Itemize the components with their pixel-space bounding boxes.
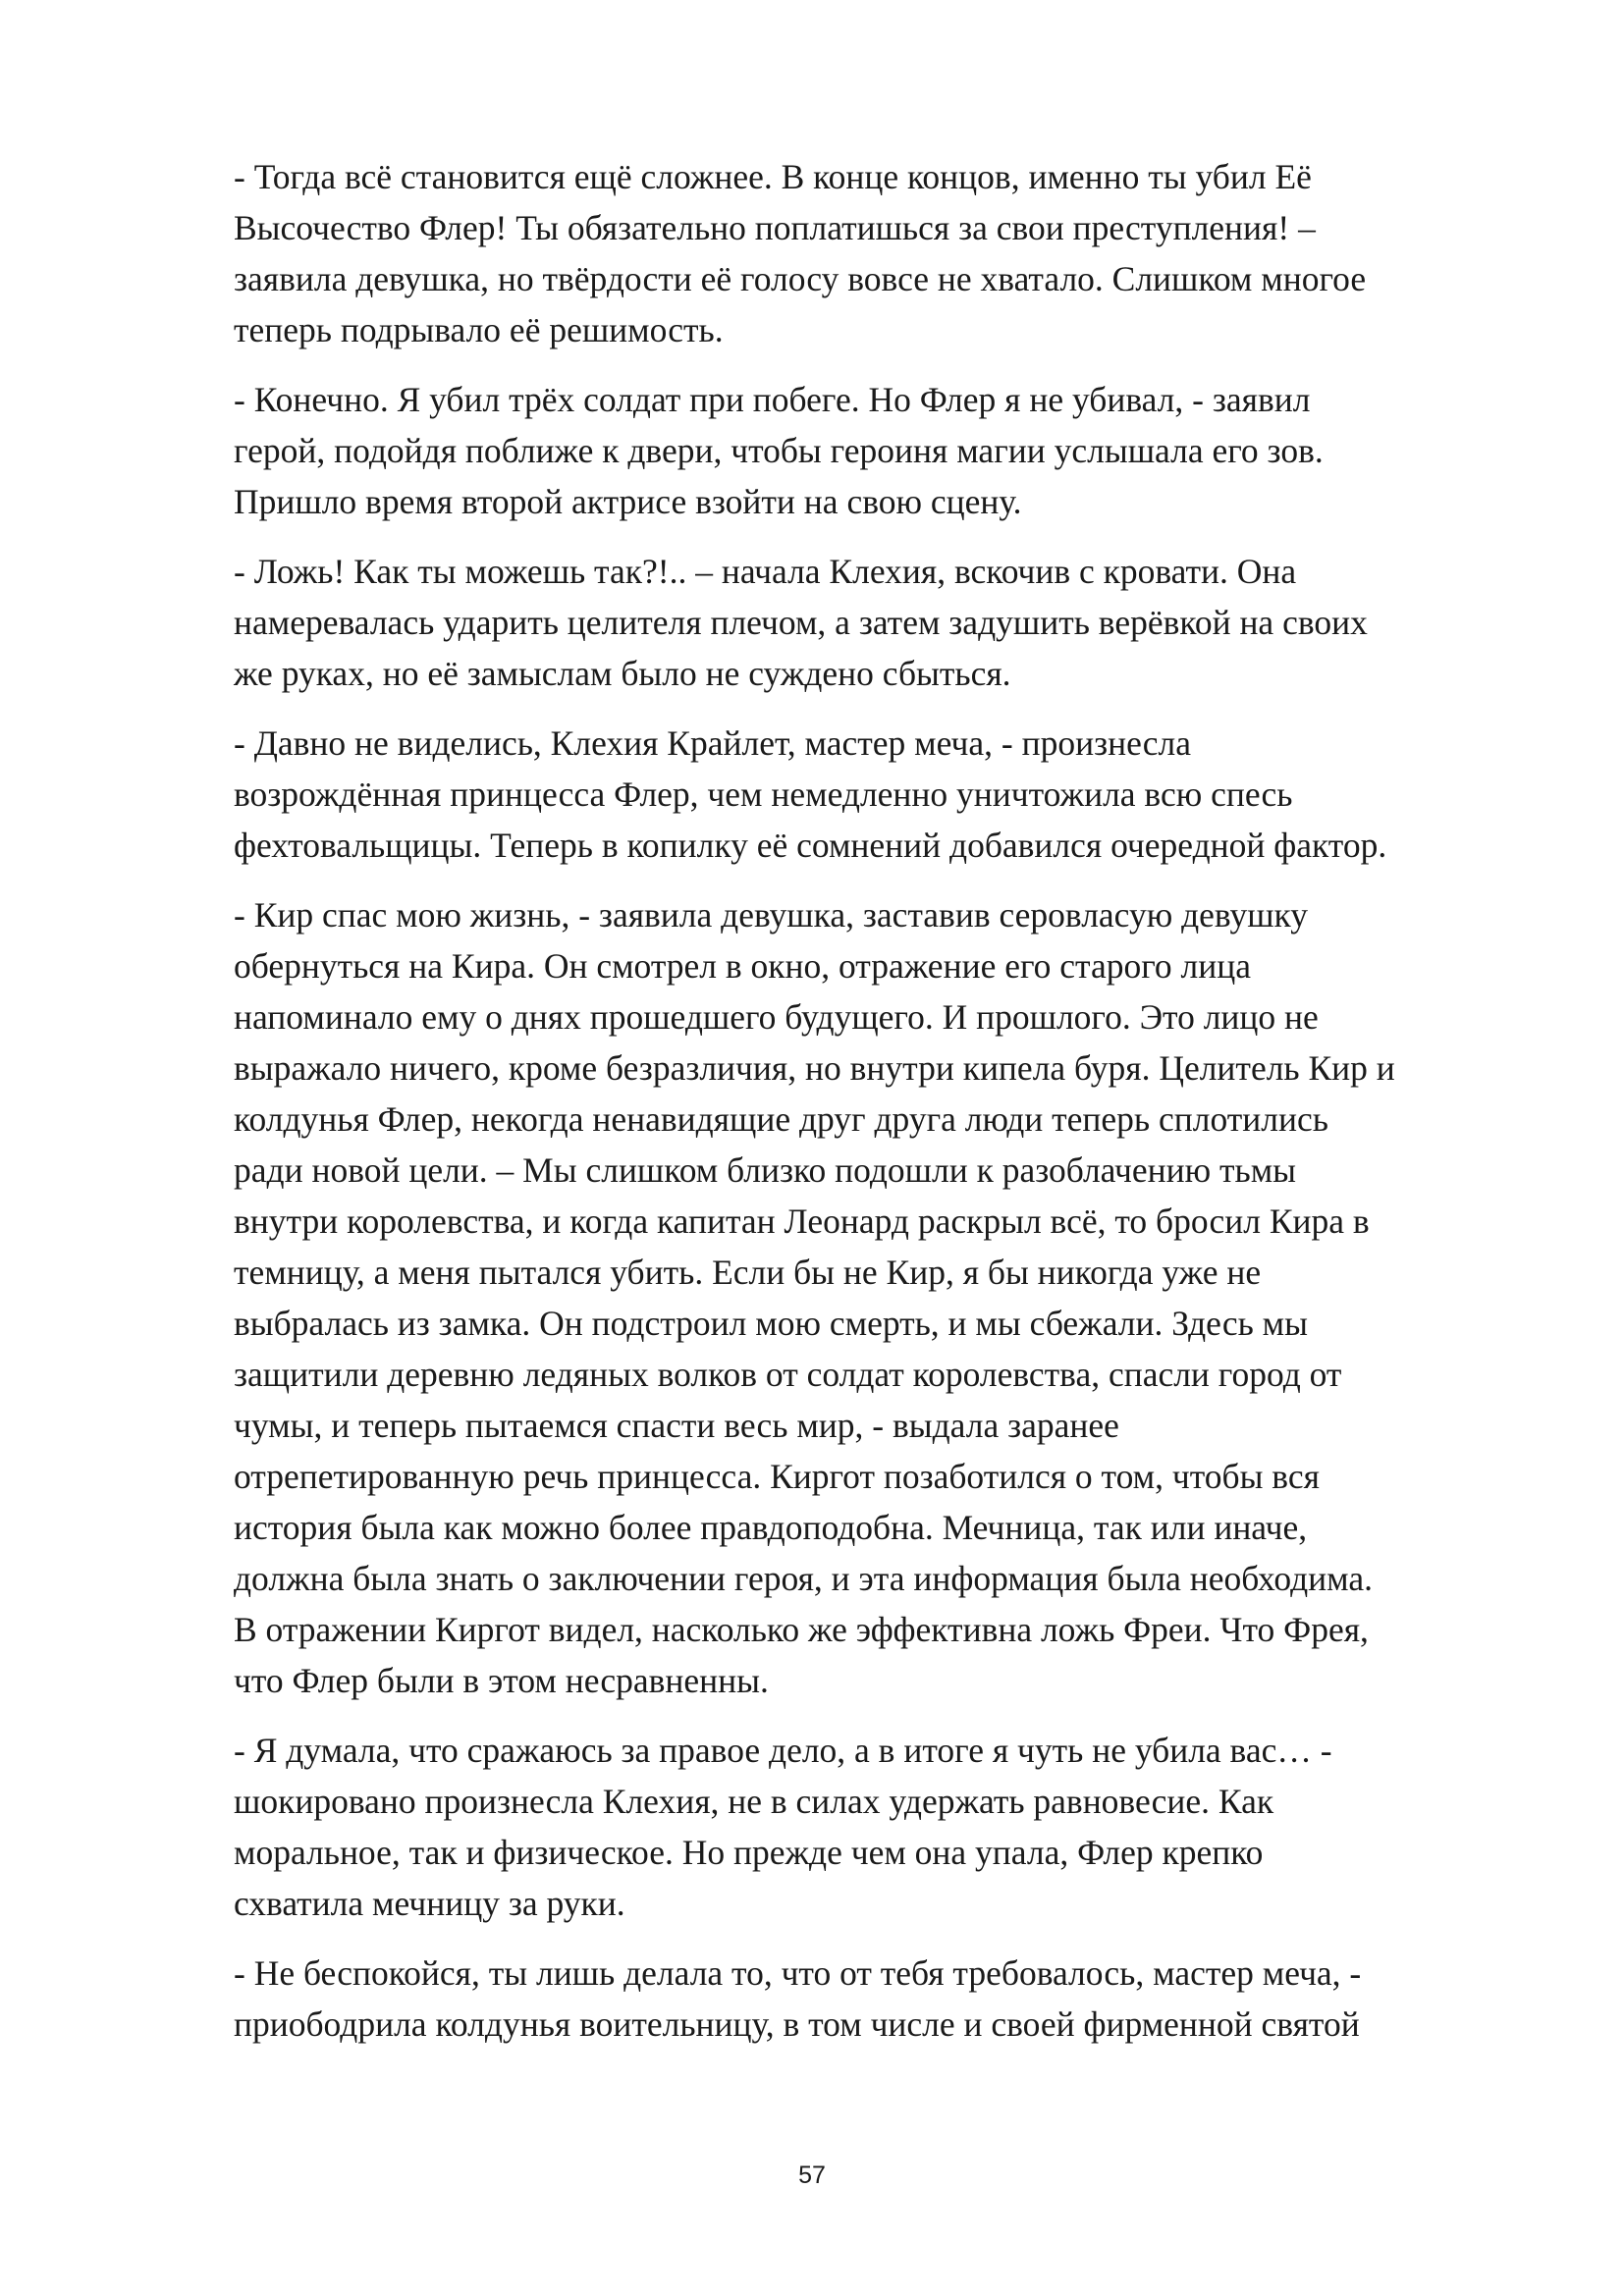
text-line: - Давно не виделись, Клехия Крайлет, мастер меча, - произнесла: [234, 723, 1191, 763]
text-line: внутри королевства, и когда капитан Леонард раскрыл всё, то бросил Кира в: [234, 1201, 1370, 1241]
paragraph: [234, 889, 1500, 1706]
text-line: напоминало ему о днях прошедшего будущего. И прошлого. Это лицо не: [234, 997, 1319, 1037]
paragraph: [234, 546, 1500, 699]
text-line: выбралась из замка. Он подстроил мою смерть, и мы сбежали. Здесь мы: [234, 1304, 1308, 1343]
text-line: же руках, но её замыслам было не суждено сбыться.: [234, 654, 1011, 693]
text-line: заявила девушка, но твёрдости её голосу вовсе не хватало. Слишком многое: [234, 259, 1367, 298]
paragraph: [234, 718, 1500, 871]
text-line: - Я думала, что сражаюсь за правое дело, а в итоге я чуть не убила вас… -: [234, 1731, 1332, 1770]
paragraph: [234, 151, 1500, 355]
text-line: - Кир спас мою жизнь, - заявила девушка, заставив серовласую девушку: [234, 895, 1309, 934]
text-line: колдунья Флер, некогда ненавидящие друг друга люди теперь сплотились: [234, 1099, 1328, 1139]
text-line: темницу, а меня пытался убить. Если бы не Кир, я бы никогда уже не: [234, 1253, 1262, 1292]
paragraph: [234, 1725, 1500, 1929]
text-line: герой, подойдя поближе к двери, чтобы героиня магии услышала его зов.: [234, 431, 1324, 470]
text-line: фехтовальщицы. Теперь в копилку её сомнений добавился очередной фактор.: [234, 826, 1387, 865]
text-line: возрождённая принцесса Флер, чем немедленно уничтожила всю спесь: [234, 774, 1293, 814]
text-line: отрепетированную речь принцесса. Киргот позаботился о том, чтобы вся: [234, 1457, 1320, 1496]
body-text: [234, 151, 1500, 2068]
text-line: В отражении Киргот видел, насколько же эффективна ложь Фреи. Что Фрея,: [234, 1610, 1369, 1649]
text-line: приободрила колдунья воительницу, в том числе и своей фирменной святой: [234, 2004, 1360, 2044]
text-line: намеревалась ударить целителя плечом, а затем задушить верёвкой на своих: [234, 603, 1368, 642]
text-line: выражало ничего, кроме безразличия, но внутри кипела буря. Целитель Кир и: [234, 1048, 1395, 1088]
text-line: обернуться на Кира. Он смотрел в окно, отражение его старого лица: [234, 946, 1251, 986]
text-line: история была как можно более правдоподобна. Мечница, так или иначе,: [234, 1508, 1308, 1547]
text-line: Высочество Флер! Ты обязательно поплатишься за свои преступления! –: [234, 208, 1316, 247]
text-line: ради новой цели. – Мы слишком близко подошли к разоблачению тьмы: [234, 1150, 1297, 1190]
text-line: Пришло время второй актрисе взойти на свою сцену.: [234, 482, 1022, 521]
text-line: шокировано произнесла Клехия, не в силах удержать равновесие. Как: [234, 1782, 1274, 1821]
text-line: - Не беспокойся, ты лишь делала то, что от тебя требовалось, мастер меча, -: [234, 1953, 1362, 1993]
text-line: моральное, так и физическое. Но прежде чем она упала, Флер крепко: [234, 1833, 1264, 1872]
text-line: чумы, и теперь пытаемся спасти весь мир, - выдала заранее: [234, 1406, 1119, 1445]
text-line: должна была знать о заключении героя, и эта информация была необходима.: [234, 1559, 1374, 1598]
text-line: - Тогда всё становится ещё сложнее. В конце концов, именно ты убил Её: [234, 157, 1312, 196]
text-line: схватила мечницу за руки.: [234, 1884, 625, 1923]
page-number: 57: [798, 2162, 826, 2189]
paragraph: [234, 1948, 1500, 2050]
text-line: защитили деревню ледяных волков от солдат королевства, спасли город от: [234, 1355, 1342, 1394]
text-line: теперь подрывало её решимость.: [234, 310, 724, 349]
text-line: - Ложь! Как ты можешь так?!.. – начала Клехия, вскочив с кровати. Она: [234, 552, 1297, 591]
text-line: что Флер были в этом несравненны.: [234, 1661, 769, 1700]
paragraph: [234, 374, 1500, 527]
text-line: - Конечно. Я убил трёх солдат при побеге. Но Флер я не убивал, - заявил: [234, 380, 1311, 419]
